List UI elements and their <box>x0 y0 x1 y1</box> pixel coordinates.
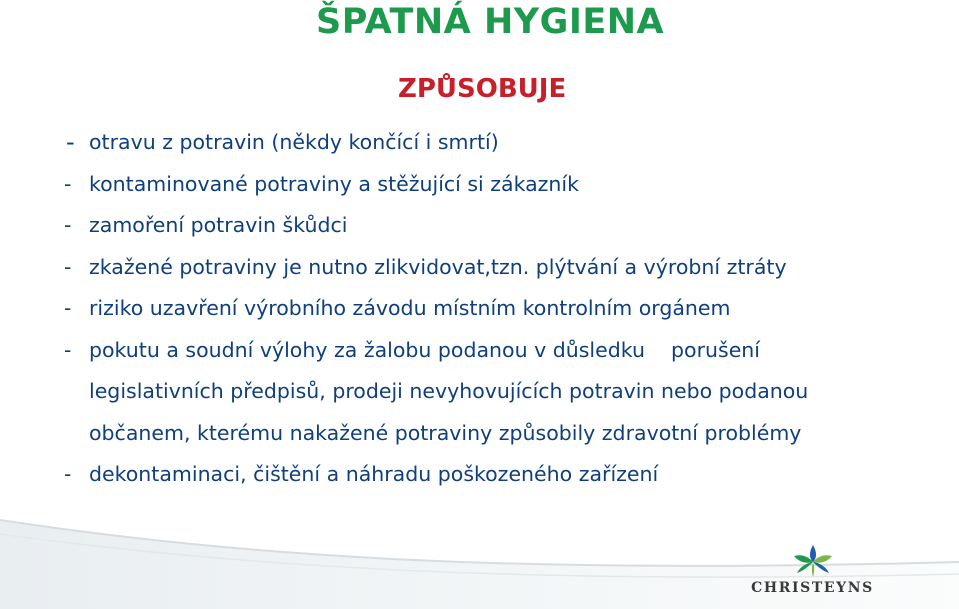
list-item-text: zkažené potraviny je nutno zlikvidovat,tzn. plýtvání a výrobní ztráty <box>89 254 787 279</box>
list-item-text: zamoření potravin škůdci <box>89 213 348 237</box>
logo-wordmark: CHRISTEYNS <box>751 580 874 596</box>
bullet-dash: - <box>64 337 72 362</box>
slide-title: ŠPATNÁ HYGIENA <box>316 2 665 42</box>
list-item <box>64 291 924 333</box>
list-item-text: otravu z potravin (někdy končící i smrtí) <box>89 130 499 154</box>
list-item <box>64 333 924 375</box>
list-item <box>64 125 924 167</box>
list-item-text: občanem, kterému nakažené potraviny způsobily zdravotní problémy <box>89 420 802 445</box>
bullet-dash: - <box>66 128 75 156</box>
list-item <box>64 167 924 209</box>
logo-mark-icon <box>791 544 835 578</box>
list-item-continuation <box>64 416 924 458</box>
bullet-dash: - <box>64 213 72 237</box>
consequences-list <box>64 125 924 499</box>
list-item-text: legislativních předpisů, prodeji nevyhovujících potravin nebo podanou <box>89 379 809 403</box>
list-item <box>64 208 924 250</box>
list-item-text: pokutu a soudní výlohy za žalobu podanou v důsledku porušení <box>89 337 760 362</box>
bullet-dash: - <box>64 254 72 279</box>
slide-subtitle: ZPŮSOBUJE <box>398 74 567 104</box>
bullet-dash: - <box>64 462 72 486</box>
list-item <box>64 250 924 292</box>
list-item-text: dekontaminaci, čištění a náhradu poškozeného zařízení <box>89 462 659 486</box>
list-item-continuation <box>64 374 924 416</box>
bullet-dash: - <box>64 171 72 196</box>
list-item-text: riziko uzavření výrobního závodu místním kontrolním orgánem <box>89 296 731 320</box>
bullet-dash: - <box>64 296 72 320</box>
christeyns-logo <box>745 544 880 604</box>
list-item-text: kontaminované potraviny a stěžující si zákazník <box>89 171 579 196</box>
